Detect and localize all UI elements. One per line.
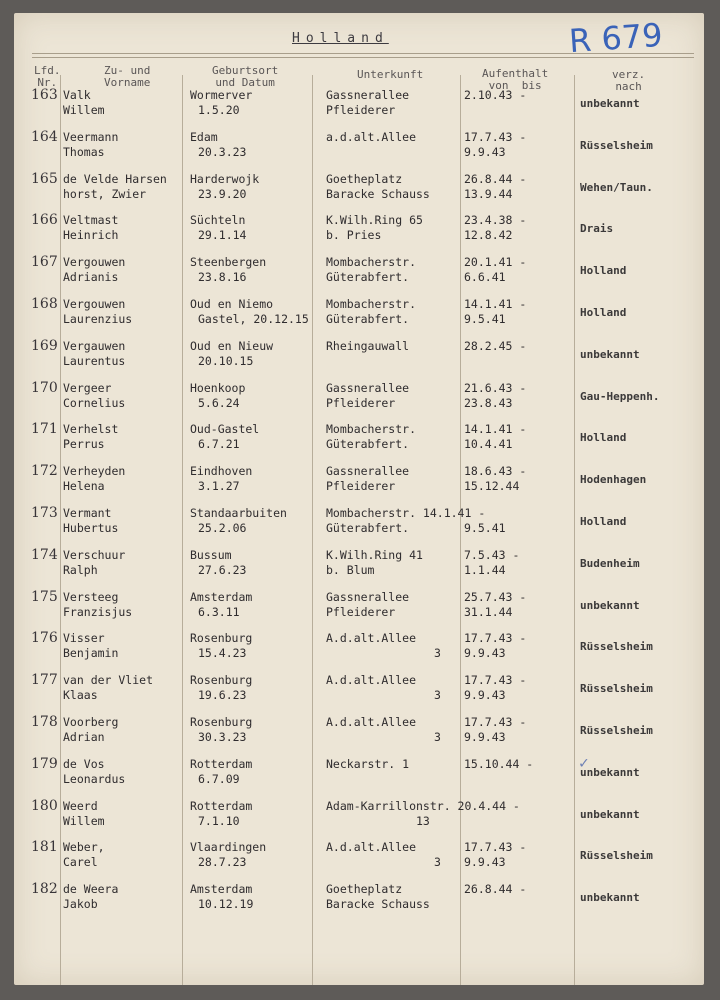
birth-date: 19.6.23 (198, 688, 247, 703)
row-number: 173 (31, 505, 58, 521)
row-number: 163 (31, 87, 58, 103)
birthplace: Amsterdam (190, 589, 253, 604)
birthplace: Süchteln (190, 213, 246, 228)
birth-date: 23.8.16 (198, 270, 247, 285)
surname: Weerd (63, 798, 98, 813)
stay-to: 9.9.43 (464, 646, 506, 661)
page-title: Holland (292, 31, 389, 46)
birth-date: 3.1.27 (198, 479, 240, 494)
row-number: 172 (31, 463, 58, 480)
stay-from: 14.1.41 - (464, 297, 527, 311)
stay-from: 26.8.44 - (464, 882, 527, 897)
birth-date: 6.7.09 (198, 771, 240, 786)
moved-to: Holland (580, 264, 627, 278)
lodging-line1: Mombacherstr. (326, 255, 417, 270)
stay-from: 23.4.38 - (464, 213, 527, 228)
stay-from: 20.1.41 - (464, 255, 527, 270)
stay-to: 15.12.44 (464, 479, 520, 494)
surname: Veermann (63, 129, 119, 144)
lodging-line1: Rheingauwall (326, 338, 410, 353)
forename: Carel (63, 855, 98, 870)
moved-to: Holland (580, 306, 627, 319)
header-rule-top-2 (32, 57, 694, 58)
surname: Vergeer (63, 380, 112, 395)
column-divider (182, 75, 183, 985)
forename: Heinrich (63, 228, 119, 243)
birthplace: Oud en Nieuw (190, 338, 274, 353)
surname: de Velde Harsen (63, 171, 167, 186)
lodging-line2: Güterabfert. (326, 270, 410, 285)
stay-from: 2.10.43 - (464, 88, 527, 102)
surname: Vergouwen (63, 297, 126, 311)
surname: Visser (63, 631, 105, 646)
birthplace: Edam (190, 129, 218, 144)
surname: Verhelst (63, 422, 119, 437)
stay-from: 28.2.45 - (464, 338, 527, 353)
birthplace: Eindhoven (190, 464, 253, 479)
lodging-line2: Baracke Schauss (326, 897, 430, 912)
stay-from: 25.7.43 - (464, 589, 527, 604)
birth-date: 5.6.24 (198, 395, 240, 410)
lodging-line2: b. Blum (326, 562, 375, 577)
birth-date: 6.3.11 (198, 604, 240, 619)
lodging-line1: Goetheplatz (326, 882, 403, 897)
moved-to: unbekannt (580, 97, 640, 110)
birthplace: Hoenkoop (190, 380, 246, 395)
birth-date: 30.3.23 (198, 730, 247, 744)
moved-to: Drais (580, 222, 614, 236)
moved-to: Rüsselsheim (580, 138, 653, 152)
moved-to: unbekannt (580, 807, 640, 821)
stay-from: 21.6.43 - (464, 380, 527, 395)
lodging-line1: K.Wilh.Ring 65 (326, 213, 423, 228)
birth-date: 23.9.20 (198, 186, 247, 201)
row-number: 168 (31, 296, 58, 312)
moved-to: Rüsselsheim (580, 640, 653, 654)
archive-stamp: R 679 (567, 15, 664, 61)
birth-date: 10.12.19 (198, 897, 254, 912)
moved-to: Rüsselsheim (580, 682, 653, 696)
birthplace: Steenbergen (190, 255, 267, 270)
row-number: 182 (31, 881, 58, 898)
surname: Weber, (63, 840, 105, 855)
moved-to: Holland (580, 431, 627, 445)
stay-from: 18.6.43 - (464, 464, 527, 479)
row-number: 176 (31, 630, 58, 647)
stay-from: 17.7.43 - (464, 840, 527, 855)
lodging-line2: Güterabfert. (326, 437, 410, 452)
surname: Verheyden (63, 464, 126, 479)
lodging-line2: Pfleiderer (326, 604, 396, 619)
column-divider (460, 75, 461, 985)
birth-date: 28.7.23 (198, 855, 247, 870)
moved-to: unbekannt (580, 765, 640, 779)
stay-to: 9.5.41 (464, 312, 506, 326)
lodging-line2: 13 (416, 813, 430, 828)
lodging-line2: Pfleiderer (326, 395, 396, 410)
stay-from: 26.8.44 - (464, 171, 527, 186)
stay-to: 12.8.42 (464, 228, 513, 243)
forename: horst, Zwier (63, 186, 147, 201)
surname: Vergouwen (63, 255, 126, 270)
row-number: 181 (31, 839, 58, 856)
stay-to: 13.9.44 (464, 186, 513, 201)
row-number: 165 (31, 170, 58, 187)
surname: Verschuur (63, 547, 126, 562)
row-number: 180 (31, 797, 58, 814)
moved-to: Holland (580, 515, 627, 528)
lodging-line2: Güterabfert. (326, 312, 410, 326)
surname: Vermant (63, 506, 112, 520)
row-number: 175 (31, 588, 58, 605)
birthplace: Bussum (190, 547, 232, 562)
pencil-tick: ✓ (579, 753, 589, 772)
lodging-line2: Pfleiderer (326, 479, 396, 494)
column-divider (60, 75, 61, 985)
surname: Valk (63, 88, 91, 102)
lodging-line1: Gassnerallee (326, 589, 410, 604)
lodging-line2: Baracke Schauss (326, 186, 430, 201)
lodging-line1: Mombacherstr. (326, 297, 417, 311)
header-geburt: Geburtsort und Datum (212, 64, 279, 89)
forename: Jakob (63, 897, 98, 912)
surname: Veltmast (63, 213, 119, 228)
column-divider (312, 75, 313, 985)
birth-date: 15.4.23 (198, 646, 247, 661)
document-sheet (14, 13, 704, 985)
stay-from: 7.5.43 - (464, 547, 520, 562)
stay-from: 15.10.44 - (464, 756, 534, 771)
birthplace: Rosenburg (190, 673, 253, 688)
lodging-line1: Adam-Karrillonstr. 20.4.44 - (326, 798, 520, 813)
stay-from: 17.7.43 - (464, 631, 527, 646)
birthplace: Oud-Gastel (190, 422, 260, 437)
forename: Ralph (63, 562, 98, 577)
forename: Willem (63, 103, 105, 117)
birthplace: Vlaardingen (190, 840, 267, 855)
surname: van der Vliet (63, 673, 154, 688)
lodging-line1: Mombacherstr. (326, 422, 417, 437)
header-rule-top (32, 53, 694, 54)
moved-to: Budenheim (580, 556, 640, 570)
header-aufenthalt: Aufenthalt von bis (482, 67, 549, 92)
stay-to: 9.5.41 (464, 521, 506, 535)
birthplace: Rotterdam (190, 756, 253, 771)
lodging-line2: 3 (434, 646, 441, 661)
row-number: 177 (31, 672, 58, 689)
forename: Hubertus (63, 521, 119, 535)
row-number: 166 (31, 212, 58, 229)
row-number: 169 (31, 337, 58, 354)
forename: Laurentus (63, 353, 126, 368)
stay-to: 9.9.43 (464, 730, 506, 744)
row-number: 167 (31, 254, 58, 271)
stay-to: 9.9.43 (464, 688, 506, 703)
lodging-line1: A.d.alt.Allee (326, 673, 417, 688)
birth-date: 20.3.23 (198, 144, 247, 159)
lodging-line2: 3 (434, 688, 441, 703)
birthplace: Standaarbuiten (190, 506, 287, 520)
birthplace: Harderwojk (190, 171, 260, 186)
lodging-line2: Pfleiderer (326, 103, 396, 117)
header-unterkunft: Unterkunft (357, 68, 424, 81)
lodging-line1: A.d.alt.Allee (326, 631, 417, 646)
lodging-line2: b. Pries (326, 228, 382, 243)
lodging-line1: A.d.alt.Allee (326, 715, 417, 729)
birth-date: 29.1.14 (198, 228, 247, 243)
birth-date: 6.7.21 (198, 437, 240, 452)
moved-to: unbekannt (580, 598, 640, 612)
moved-to: Rüsselsheim (580, 849, 653, 863)
forename: Adrian (63, 730, 105, 744)
surname: Voorberg (63, 715, 119, 729)
lodging-line1: Gassnerallee (326, 380, 410, 395)
stay-from: 17.7.43 - (464, 673, 527, 688)
stay-to: 10.4.41 (464, 437, 513, 452)
forename: Laurenzius (63, 312, 133, 326)
lodging-line1: Neckarstr. 1 (326, 756, 410, 771)
moved-to: Hodenhagen (580, 473, 647, 487)
stay-to: 9.9.43 (464, 144, 506, 159)
forename: Klaas (63, 688, 98, 703)
birth-date: 7.1.10 (198, 813, 240, 828)
birthplace: Amsterdam (190, 882, 253, 897)
row-number: 171 (31, 421, 58, 438)
birthplace: Rosenburg (190, 631, 253, 646)
lodging-line1: Gassnerallee (326, 464, 410, 479)
forename: Benjamin (63, 646, 119, 661)
birthplace: Wormerver (190, 88, 253, 102)
birth-date: Gastel, 20.12.15 (198, 312, 309, 326)
surname: de Weera (63, 882, 119, 897)
lodging-line2: 3 (434, 730, 441, 744)
birthplace: Oud en Niemo (190, 297, 274, 311)
stay-from: 17.7.43 - (464, 129, 527, 144)
forename: Thomas (63, 144, 105, 159)
header-name: Zu- und Vorname (104, 64, 151, 89)
forename: Perrus (63, 437, 105, 452)
forename: Willem (63, 813, 105, 828)
row-number: 178 (31, 714, 58, 730)
stay-to: 6.6.41 (464, 270, 506, 285)
header-nach: verz. nach (612, 68, 646, 93)
column-divider (574, 75, 575, 985)
forename: Cornelius (63, 395, 126, 410)
row-number: 170 (31, 379, 58, 396)
moved-to: Wehen/Taun. (580, 180, 653, 194)
moved-to: Rüsselsheim (580, 724, 653, 737)
moved-to: unbekannt (580, 347, 640, 361)
stay-to: 23.8.43 (464, 395, 513, 410)
lodging-line1: A.d.alt.Allee (326, 840, 417, 855)
birthplace: Rotterdam (190, 798, 253, 813)
stay-to: 1.1.44 (464, 562, 506, 577)
row-number: 174 (31, 546, 58, 563)
surname: Vergauwen (63, 338, 126, 353)
stay-from: 14.1.41 - (464, 422, 527, 437)
stay-from: 17.7.43 - (464, 715, 527, 729)
birth-date: 1.5.20 (198, 103, 240, 117)
lodging-line2: Güterabfert. (326, 521, 410, 535)
header-lfd: Lfd. Nr. (34, 64, 61, 89)
moved-to: unbekannt (580, 891, 640, 905)
birth-date: 25.2.06 (198, 521, 247, 535)
row-number: 164 (31, 128, 58, 145)
lodging-line1: Mombacherstr. 14.1.41 - (326, 506, 486, 520)
forename: Adrianis (63, 270, 119, 285)
stay-to: 31.1.44 (464, 604, 513, 619)
row-number: 179 (31, 755, 58, 772)
surname: Versteeg (63, 589, 119, 604)
lodging-line1: Gassnerallee (326, 88, 410, 102)
lodging-line2: 3 (434, 855, 441, 870)
birth-date: 27.6.23 (198, 562, 247, 577)
birth-date: 20.10.15 (198, 353, 254, 368)
forename: Franzisjus (63, 604, 133, 619)
lodging-line1: K.Wilh.Ring 41 (326, 547, 423, 562)
forename: Helena (63, 479, 105, 494)
lodging-line1: a.d.alt.Allee (326, 129, 417, 144)
lodging-line1: Goetheplatz (326, 171, 403, 186)
moved-to: Gau-Heppenh. (580, 389, 660, 403)
forename: Leonardus (63, 771, 126, 786)
stay-to: 9.9.43 (464, 855, 506, 870)
surname: de Vos (63, 756, 105, 771)
birthplace: Rosenburg (190, 715, 253, 729)
